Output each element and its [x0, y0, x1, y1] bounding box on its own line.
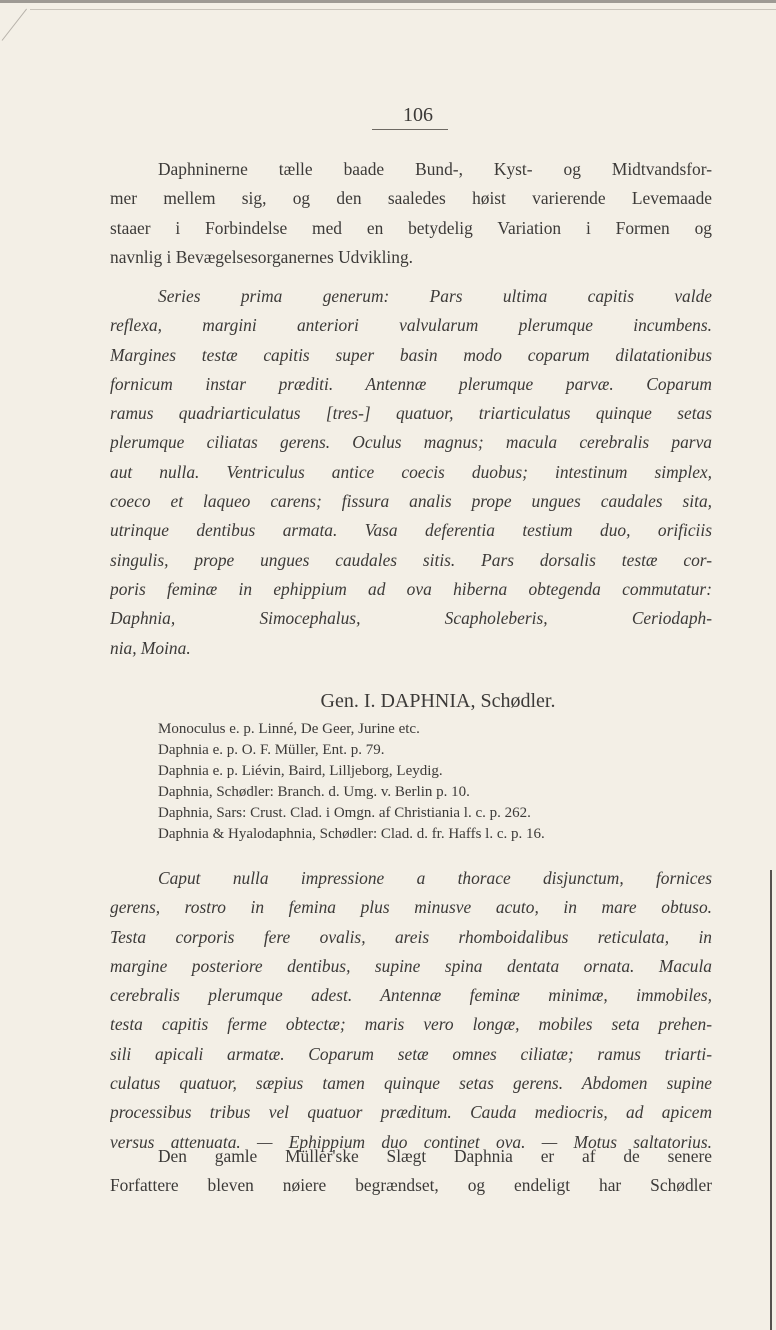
series-line: plerumque ciliatas gerens. Oculus magnus; macula cerebralis parva — [110, 432, 712, 453]
series-line: aut nulla. Ventriculus antice coecis duobus; intestinum simplex, — [110, 461, 712, 482]
diagnosis-line: cerebralis plerumque adest. Antennæ feminæ minimæ, immobiles, — [110, 985, 712, 1006]
closing-paragraph — [110, 1142, 712, 1201]
intro-line: mer mellem sig, og den saaledes høist varierende Levemaade — [110, 188, 712, 209]
synonym-list — [110, 719, 712, 845]
diagnosis-line: versus attenuata. — Ephippium duo continet ova. — Motus saltatorius. — [110, 1131, 712, 1152]
intro-paragraph — [110, 155, 712, 272]
diagnosis-line: margine posteriore dentibus, supine spina dentata ornata. Macula — [110, 955, 712, 976]
page-top-rule-thin — [30, 9, 776, 10]
diagnosis-line: processibus tribus vel quatuor præditum. Cauda mediocris, ad apicem — [110, 1102, 712, 1123]
series-line: utrinque dentibus armata. Vasa deferentia testium duo, orificiis — [110, 520, 712, 541]
page-top-rule — [0, 0, 776, 3]
corner-mark — [2, 9, 27, 41]
diagnosis-line: testa capitis ferme obtectæ; maris vero longæ, mobiles seta prehen- — [110, 1014, 712, 1035]
closing-line: Forfattere bleven nøiere begrændset, og endeligt har Schødler — [110, 1175, 712, 1196]
genus-diagnosis-paragraph — [110, 864, 712, 1157]
series-line: Series prima generum: Pars ultima capitis valde — [158, 286, 712, 306]
synonym-item: Daphnia, Sars: Crust. Clad. i Omgn. af Christiania l. c. p. 262. — [158, 805, 531, 821]
diagnosis-line: Caput nulla impressione a thorace disjunctum, fornices — [158, 868, 712, 888]
series-diagnosis-paragraph — [110, 282, 712, 663]
page-number-underline — [372, 129, 448, 130]
synonym-item: Daphnia, Schødler: Branch. d. Umg. v. Berlin p. 10. — [158, 784, 470, 800]
series-line: ramus quadriarticulatus [tres-] quatuor, triarticulatus quinque setas — [110, 403, 712, 424]
series-line: fornicum instar præditi. Antennæ plerumque parvæ. Coparum — [110, 373, 712, 394]
page-right-edge — [770, 870, 772, 1330]
intro-line: navnlig i Bevægelsesorganernes Udvikling. — [110, 246, 414, 267]
diagnosis-line: sili apicali armatæ. Coparum setæ omnes ciliatæ; ramus triarti- — [110, 1043, 712, 1064]
series-line: Margines testæ capitis super basin modo coparum dilatationibus — [110, 344, 712, 365]
series-line: nia, Moina. — [110, 637, 191, 658]
series-line: singulis, prope ungues caudales sitis. Pars dorsalis testæ cor- — [110, 549, 712, 570]
intro-line: Daphninerne tælle baade Bund-, Kyst- og Midtvandsfor- — [158, 159, 712, 179]
synonym-item: Daphnia & Hyalodaphnia, Schødler: Clad. d. fr. Haffs l. c. p. 16. — [158, 826, 545, 842]
page-number: 106 — [403, 104, 433, 126]
series-line: Daphnia, Simocephalus, Scapholeberis, Ceriodaph- — [110, 608, 712, 629]
series-line: reflexa, margini anteriori valvularum plerumque incumbens. — [110, 315, 712, 336]
synonym-item: Daphnia e. p. O. F. Müller, Ent. p. 79. — [158, 742, 385, 758]
diagnosis-line: gerens, rostro in femina plus minusve acuto, in mare obtuso. — [110, 897, 712, 918]
diagnosis-line: Testa corporis fere ovalis, areis rhomboidalibus reticulata, in — [110, 926, 712, 947]
series-line: coeco et laqueo carens; fissura analis prope ungues caudales sita, — [110, 491, 712, 512]
genus-heading: Gen. I. DAPHNIA, Schødler. — [320, 690, 556, 712]
intro-line: staaer i Forbindelse med en betydelig Variation i Formen og — [110, 217, 712, 238]
synonym-item: Daphnia e. p. Liévin, Baird, Lilljeborg, Leydig. — [158, 763, 443, 779]
diagnosis-line: culatus quatuor, sæpius tamen quinque setas gerens. Abdomen supine — [110, 1073, 712, 1094]
synonym-item: Monoculus e. p. Linné, De Geer, Jurine etc. — [158, 721, 420, 737]
series-line: poris feminæ in ephippium ad ova hiberna obtegenda commutatur: — [110, 578, 712, 599]
closing-line: Den gamle Müller'ske Slægt Daphnia er af de senere — [158, 1146, 712, 1166]
